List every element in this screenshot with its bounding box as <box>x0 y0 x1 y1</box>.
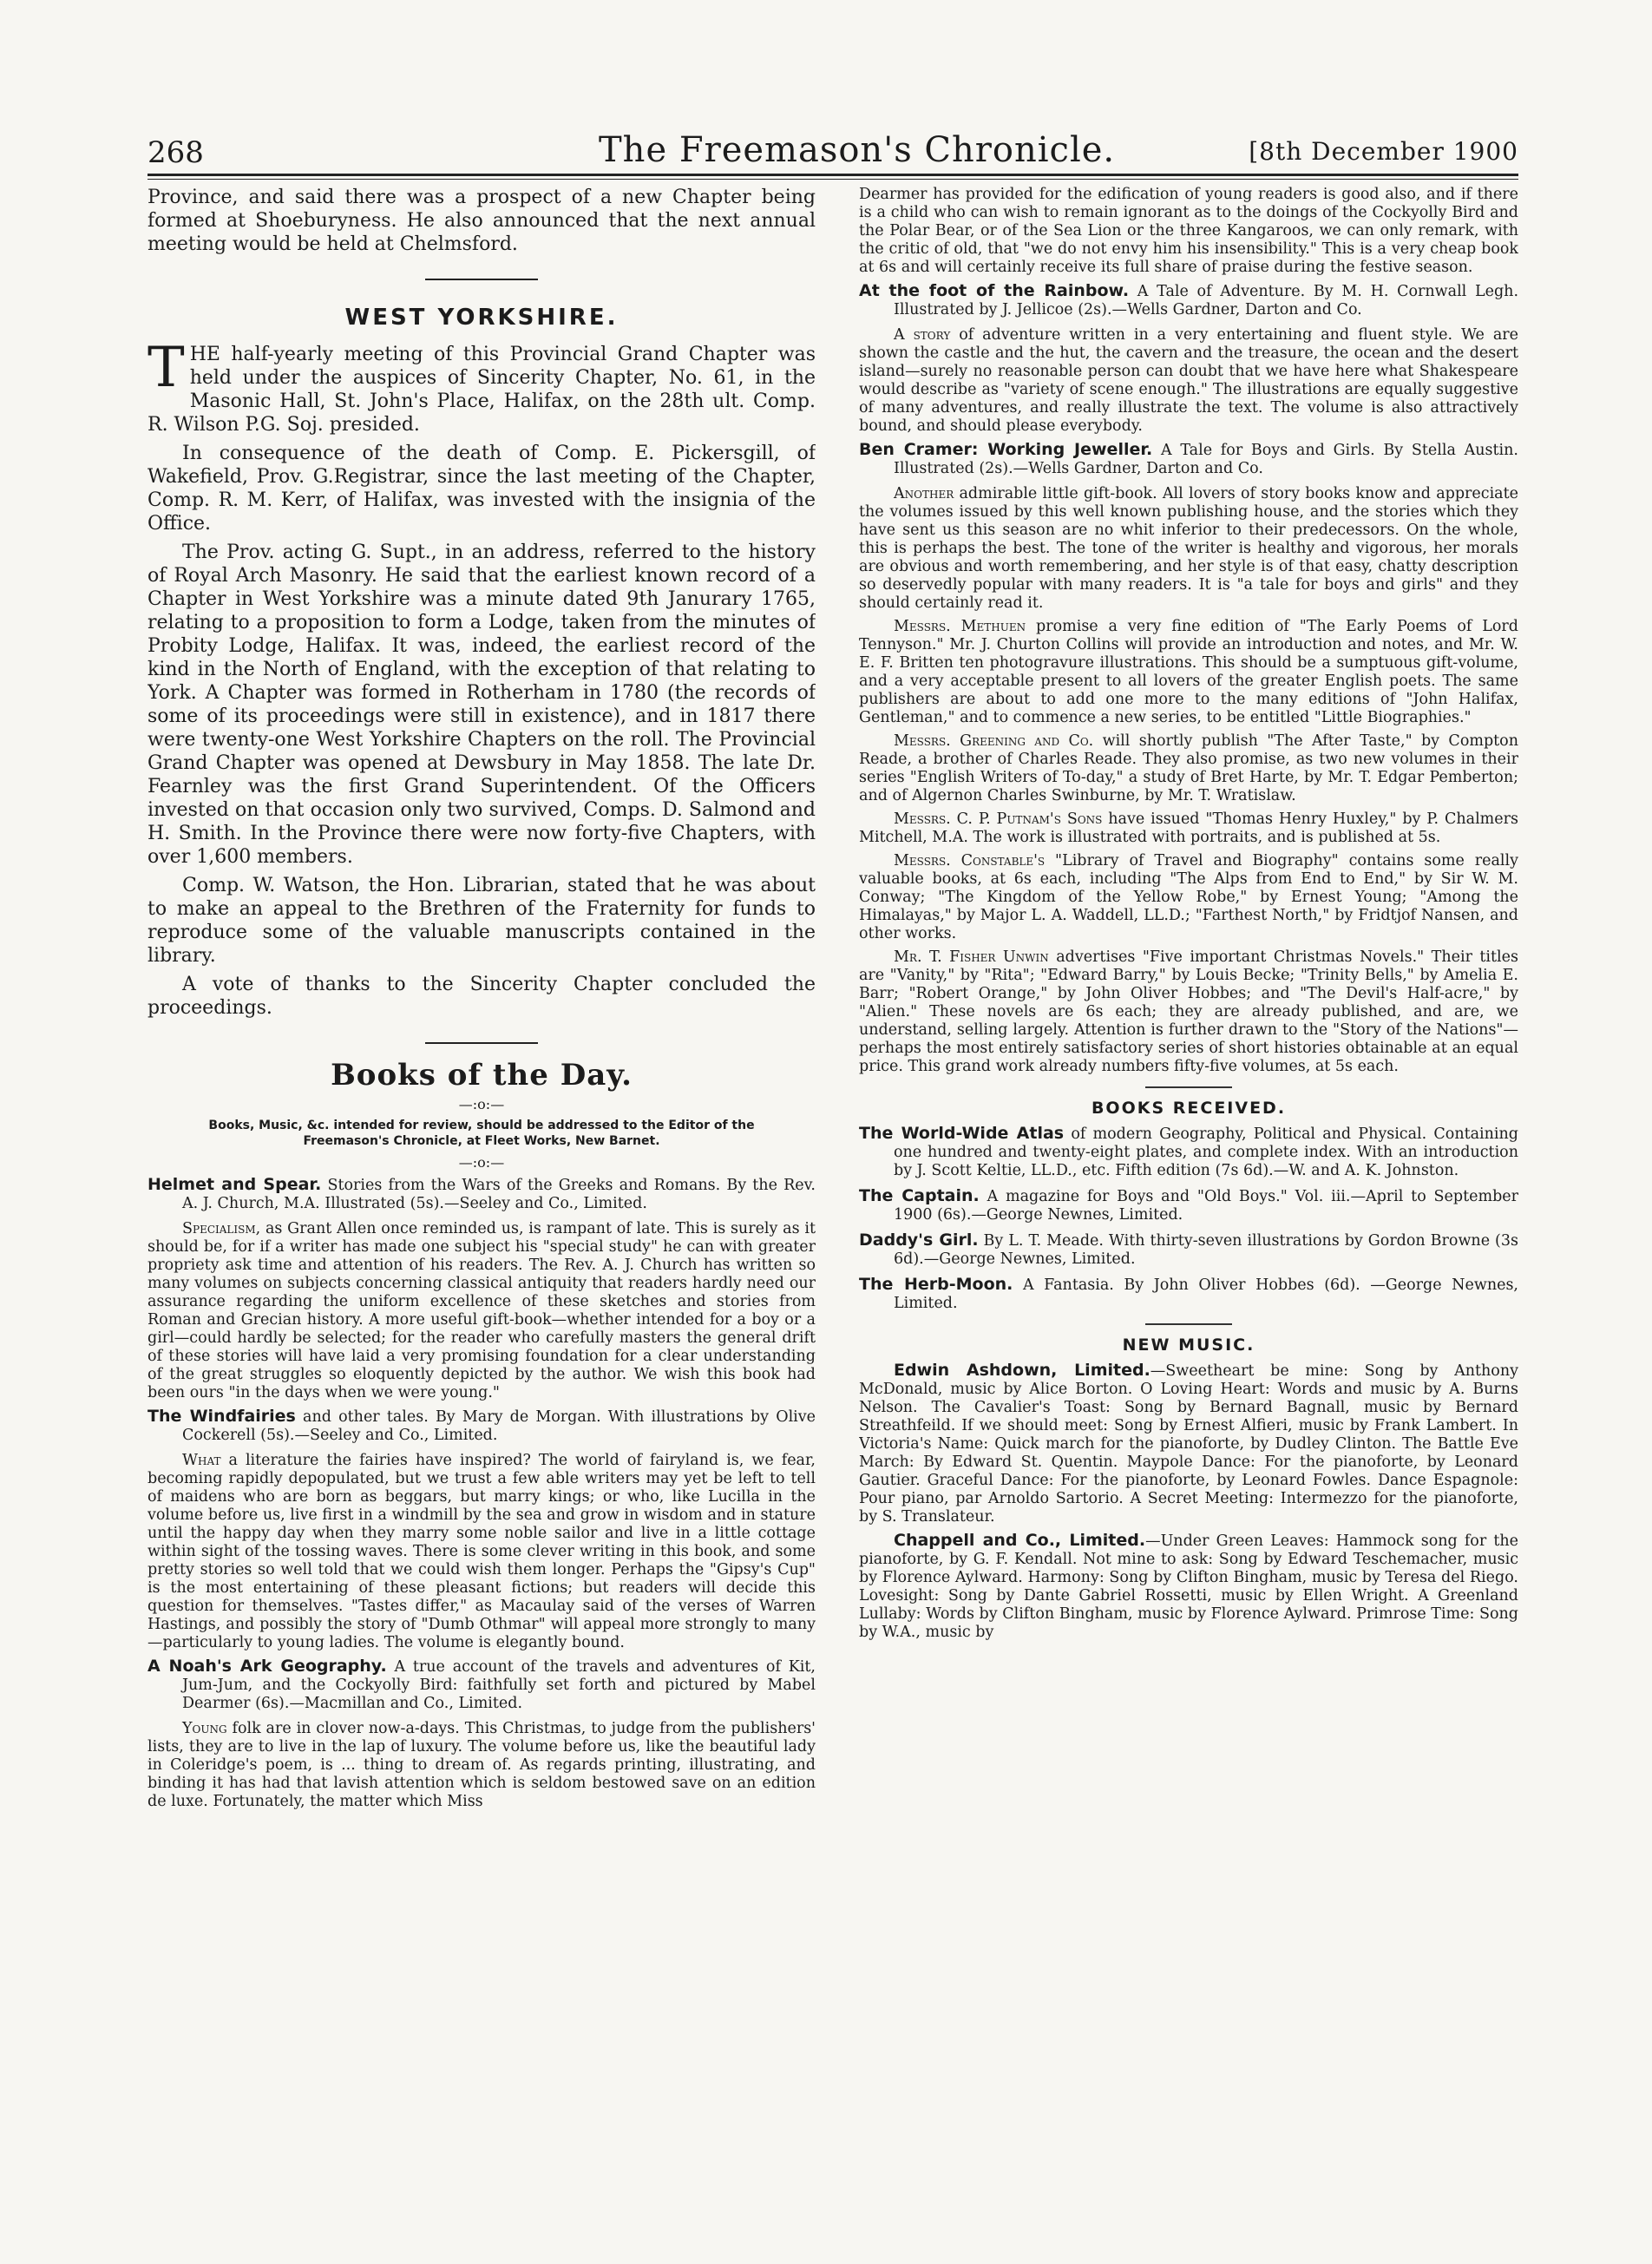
issue-date: [8th December 1900 <box>1249 137 1518 166</box>
newspaper-page <box>148 121 1518 2239</box>
books-of-the-day-heading: Books of the Day. <box>331 1058 633 1093</box>
publisher-note: Messrs. C. P. Putnam's Sons have issued "Thomas Henry Huxley," by P. Chalmers Mitchell, M.A. The work is illustrated with portraits, and is published at 5s. <box>859 810 1518 846</box>
section-divider <box>1145 1086 1232 1088</box>
west-yorkshire-paragraph: Comp. W. Watson, the Hon. Librarian, stated that he was about to make an appeal to the Brethren of the Fraternity for funds to reproduce some of the valuable manuscripts contained in the library. <box>148 875 816 967</box>
book-title: The Captain. <box>859 1186 980 1205</box>
left-column <box>148 186 816 2234</box>
music-entry: Edwin Ashdown, Limited.—Sweetheart be mine: Song by Anthony McDonald, music by Alice Borton. O Loving Heart: Words and music by A. Burns Nelson. The Cavalier's Toast: Song by Bernard Bagnall, music by Bernard Streathfeild. If we should meet: Song by Ernest Alfieri, music by Frank Lambert. In Victoria's Name: Quick march for the pianoforte, by Dudley Clinton. The Battle Eve March: By Edward St. Quentin. Maypole Dance: For the pianoforte, by Leonard Gautier. Graceful Dance: For the pianoforte, by Leonard Fowles. Dance Espagnole: Pour piano, par Arnoldo Sartorio. A Secret Meeting: Intermezzo for the pianoforte, by S. Translateur. <box>859 1361 1518 1526</box>
book-title: The World-Wide Atlas <box>859 1124 1065 1143</box>
book-entry: At the foot of the Rainbow. A Tale of Adventure. By M. H. Cornwall Legh. Illustrated by J. Jellicoe (2s).—Wells Gardner, Darton and Co. <box>859 281 1518 318</box>
editor-notice: Books, Music, &c. intended for review, should be addressed to the Editor of the Freemason's Chronicle, at Fleet Works, New Barnet. <box>208 1119 755 1148</box>
book-title: A Noah's Ark Geography. <box>148 1657 387 1676</box>
book-review: Another admirable little gift-book. All lovers of story books know and appreciate the volumes issued by this well known publishing house, and the stories which they have sent us this season are no whit inferior to their predecessors. On the whole, this is perhaps the best. The tone of the writer is healthy and vigorous, her morals are obvious and worth remembering, and her style is of that easy, chatty description so deservedly popular with many readers. It is "a tale for boys and girls" and they should certainly read it. <box>859 485 1518 612</box>
book-entry: A Noah's Ark Geography. A true account of the travels and adventures of Kit, Jum-Jum, and the Cockyolly Bird: faithfully set forth and pictured by Mabel Dearmer (6s).—Macmillan and Co., Limited. <box>148 1657 816 1712</box>
book-entry: Ben Cramer: Working Jeweller. A Tale for Boys and Girls. By Stella Austin. Illustrated (2s).—Wells Gardner, Darton and Co. <box>859 440 1518 477</box>
music-entry: Chappell and Co., Limited.—Under Green Leaves: Hammock song for the pianoforte, by G. F. Kendall. Not mine to ask: Song by Edward Teschemacher, music by Florence Aylward. Harmony: Song by Clifton Bingham, music by Teresa del Riego. Lovesight: Song by Dante Gabriel Rossetti, music by Ellen Wright. A Greenland Lullaby: Words by Clifton Bingham, music by Florence Aylward. Primrose Time: Song by W.A., music by <box>859 1531 1518 1641</box>
page-header <box>148 130 1518 177</box>
drop-cap: T <box>148 336 185 400</box>
received-entry: The Herb-Moon. A Fantasia. By John Oliver Hobbes (6d). —George Newnes, Limited. <box>859 1275 1518 1312</box>
book-entry: The Windfairies and other tales. By Mary de Morgan. With illustrations by Olive Cockerell (5s).—Seeley and Co., Limited. <box>148 1407 816 1444</box>
section-divider <box>425 279 538 280</box>
ornament-separator: —:o:— <box>458 1154 505 1171</box>
book-title: The Windfairies <box>148 1407 296 1426</box>
header-rule <box>148 174 1518 176</box>
book-review: What a literature the fairies have inspired? The world of fairyland is, we fear, becoming rapidly depopulated, but we trust a few able writers may yet be left to tell of maidens who are born as beggars, but marry kings; or who, like Lucilla in the volume before us, live first in a windmill by the sea and grow in wisdom and in stature until the happy day when they marry some noble sailor and live in a little cottage within sight of the tossing waves. There is some clever writing in this book, and some pretty stories so well told that we could wish them longer. Perhaps the "Gipsy's Cup" is the most entertaining of these pleasant fictions; but readers will decide this question for themselves. "Tastes differ," as Macaulay said of the verses of Warren Hastings, and possibly the story of "Dumb Othmar" will appeal more strongly to many—particularly to young ladies. The volume is elegantly bound. <box>148 1452 816 1651</box>
books-received-heading: BOOKS RECEIVED. <box>1091 1099 1287 1118</box>
west-yorkshire-paragraph: The Prov. acting G. Supt., in an address, referred to the history of Royal Arch Masonry. He said that the earliest known record of a Chapter in West Yorkshire was a minute dated 9th Janurary 1765, relating to a proposition to form a Lodge, taken from the minutes of Probity Lodge, Halifax. It was, indeed, the earliest record of the kind in the North of England, with the exception of that relating to York. A Chapter was formed in Rotherham in 1780 (the records of some of its proceedings were still in existence), and in 1817 there were twenty-one West Yorkshire Chapters on the roll. The Provincial Grand Chapter was opened at Dewsbury in May 1858. The late Dr. Fearnley was the first Grand Superintendent. Of the Officers invested on that occasion only two survived, Comps. D. Salmond and H. Smith. In the Province there were now forty-five Chapters, with over 1,600 members. <box>148 541 816 868</box>
publisher-note: Messrs. Greening and Co. will shortly publish "The After Taste," by Compton Reade, a brother of Charles Reade. They also promise, as two new volumes in their series "English Writers of To-day," a study of Bret Harte, by Mr. T. Edgar Pemberton; and of Algernon Charles Swinburne, by Mr. T. Wratislaw. <box>859 732 1518 804</box>
intro-paragraph: Province, and said there was a prospect of a new Chapter being formed at Shoeburyness. He also announced that the next annual meeting would be held at Chelmsford. <box>148 187 816 255</box>
west-yorkshire-paragraph: A vote of thanks to the Sincerity Chapter concluded the proceedings. <box>148 974 816 1019</box>
section-divider <box>425 1042 538 1044</box>
right-column <box>859 186 1518 2234</box>
book-title: At the foot of the Rainbow. <box>859 281 1130 300</box>
book-entry: Helmet and Spear. Stories from the Wars of the Greeks and Romans. By the Rev. A. J. Church, M.A. Illustrated (5s).—Seeley and Co., Limited. <box>148 1175 816 1212</box>
section-divider <box>1145 1323 1232 1325</box>
header-rule-thin <box>148 179 1518 180</box>
publisher-note: Mr. T. Fisher Unwin advertises "Five important Christmas Novels." Their titles are "Vanity," by "Rita"; "Edward Barry," by Louis Becke; "Trinity Bells," by Amelia E. Barr; "Robert Orange," by John Oliver Hobbes; and "The Devil's Half-acre," by "Alien." These novels are 6s each; they are already published, and are, we understand, selling largely. Attention is further drawn to the "Story of the Nations"—perhaps the most entirely satisfactory series of short histories obtainable at an equal price. This grand work already numbers fifty-five volumes, at 5s each. <box>859 948 1518 1075</box>
book-review: Specialism, as Grant Allen once reminded us, is rampant of late. This is surely as it should be, for if a writer has made one subject his "special study" he can with greater propriety ask time and attention of his readers. The Rev. A. J. Church has written so many volumes on subjects concerning classical antiquity that readers hardly need our assurance regarding the uniform excellence of these sketches and stories from Roman and Grecian history. A more useful gift-book—whether intended for a boy or a girl—could hardly be selected; for the reader who carefully masters the general drift of these stories will have laid a very promising foundation for a clear understanding of the great struggles so eloquently depicted by the author. We wish this book had been ours "in the days when we were young." <box>148 1220 816 1401</box>
west-yorkshire-paragraph: THE half-yearly meeting of this Provincial Grand Chapter was held under the auspices of Sincerity Chapter, No. 61, in the Masonic Hall, St. John's Place, Halifax, on the 28th ult. Comp. R. Wilson P.G. Soj. presided. <box>148 336 816 436</box>
book-review: A story of adventure written in a very entertaining and fluent style. We are shown the castle and the hut, the cavern and the treasure, the ocean and the desert island—surely no reasonable person can doubt that we have here what Shakespeare would describe as "variety of scene enough." The illustrations are equally suggestive of many adventures, and really illustrate the text. The volume is also attractively bound, and should please everybody. <box>859 326 1518 435</box>
ornament-separator: —:o:— <box>458 1096 505 1112</box>
received-entry: The Captain. A magazine for Boys and "Old Boys." Vol. iii.—April to September 1900 (6s).—George Newnes, Limited. <box>859 1186 1518 1224</box>
book-title: The Herb-Moon. <box>859 1275 1013 1294</box>
book-review: Young folk are in clover now-a-days. This Christmas, to judge from the publishers' lists, they are to live in the lap of luxury. The volume before us, like the beautiful lady in Coleridge's poem, is ... thing to dream of. As regards printing, illustrating, and binding it has had that lavish attention which is seldom bestowed save on an edition de luxe. Fortunately, the matter which Miss <box>148 1720 816 1810</box>
publication-title: The Freemason's Chronicle. <box>599 130 1116 170</box>
book-title: Daddy's Girl. <box>859 1230 979 1250</box>
publisher-note: Messrs. Methuen promise a very fine edition of "The Early Poems of Lord Tennyson." Mr. J. Churton Collins will provide an introduction and notes, and Mr. W. E. F. Britten ten photogravure illustrations. This should be a sumptuous gift-volume, and a very acceptable present to all lovers of the greater English poets. The same publishers are about to add one more to the many editions of "John Halifax, Gentleman," and to commence a new series, to be entitled "Little Biographies." <box>859 618 1518 726</box>
received-entry: The World-Wide Atlas of modern Geography, Political and Physical. Containing one hundred and twenty-eight plates, and complete index. With an introduction by J. Scott Keltie, LL.D., etc. Fifth edition (7s 6d).—W. and A. K. Johnston. <box>859 1124 1518 1179</box>
new-music-heading: NEW MUSIC. <box>1122 1335 1255 1355</box>
west-yorkshire-paragraph: In consequence of the death of Comp. E. Pickersgill, of Wakefield, Prov. G.Registrar, since the last meeting of the Chapter, Comp. R. M. Kerr, of Halifax, was invested with the insignia of the Office. <box>148 443 816 535</box>
west-yorkshire-heading: WEST YORKSHIRE. <box>344 305 619 331</box>
publisher-name: Edwin Ashdown, Limited. <box>894 1361 1150 1380</box>
publisher-name: Chappell and Co., Limited. <box>894 1531 1146 1550</box>
received-entry: Daddy's Girl. By L. T. Meade. With thirty-seven illustrations by Gordon Browne (3s 6d).—George Newnes, Limited. <box>859 1230 1518 1268</box>
book-title: Helmet and Spear. <box>148 1175 322 1194</box>
book-review-continued: Dearmer has provided for the edification of young readers is good also, and if there is a child who can wish to remain ignorant as to the doings of the Cockyolly Bird and the Polar Bear, or of the Sea Lion or the three Kangaroos, we can only remark, with the critic of old, that "we do not envy him his insensibility." This is a very cheap book at 6s and will certainly receive its full share of praise during the festive season. <box>859 186 1518 276</box>
publisher-note: Messrs. Constable's "Library of Travel and Biography" contains some really valuable books, at 6s each, including "The Alps from End to End," by Sir W. M. Conway; "The Kingdom of the Yellow Robe," by Ernest Young; "Among the Himalayas," by Major L. A. Waddell, LL.D.; "Farthest North," by Fridtjof Nansen, and other works. <box>859 852 1518 942</box>
page-number: 268 <box>148 135 204 170</box>
book-title: Ben Cramer: Working Jeweller. <box>859 440 1153 459</box>
